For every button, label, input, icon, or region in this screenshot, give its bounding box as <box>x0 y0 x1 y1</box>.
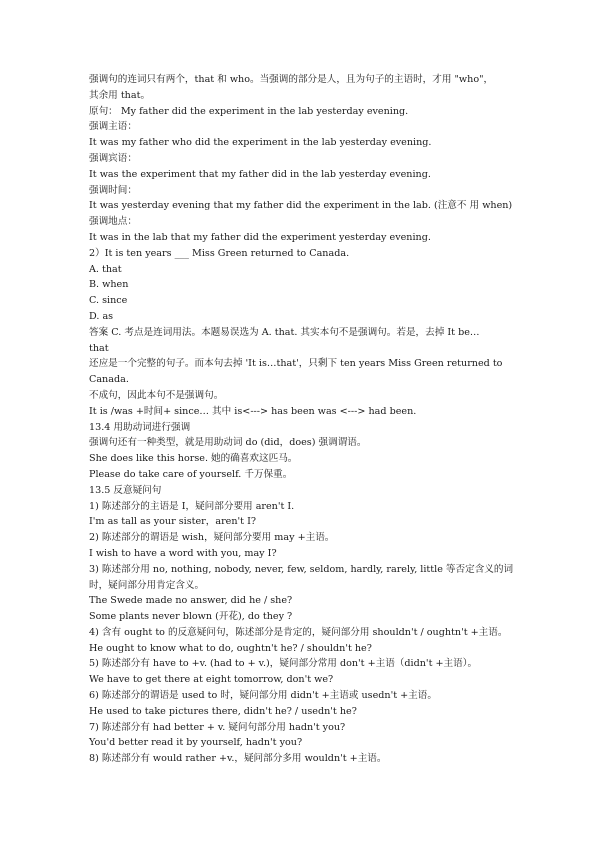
text-line: 答案 C. 考点是连词用法。本题易误选为 A. that. 其实本句不是强调句。若是，去掉 It be… <box>89 326 480 338</box>
text-line: 强调主语： <box>89 121 137 133</box>
text-line: She does like this horse. 她的确喜欢这匹马。 <box>89 453 298 465</box>
text-line: 6) 陈述部分的谓语是 used to 时，疑问部分用 didn't +主语或 usedn't +主语。 <box>89 690 437 702</box>
text-line: Some plants never blown (开花), do they ? <box>89 611 293 623</box>
text-line: Please do take care of yourself. 千万保重。 <box>89 468 293 480</box>
text-line: 时，疑问部分用肯定含义。 <box>89 579 205 591</box>
text-line: Canada. <box>89 374 129 386</box>
text-line: C. since <box>89 295 128 307</box>
text-line: 13.4 用助动词进行强调 <box>89 421 191 433</box>
text-line: A. that <box>89 263 122 275</box>
text-line: It was my father who did the experiment in the lab yesterday evening. <box>89 137 432 149</box>
text-line: The Swede made no answer, did he / she? <box>89 595 293 607</box>
text-line: 强调句还有一种类型，就是用助动词 do (did，does) 强调谓语。 <box>89 437 367 449</box>
text-line: D. as <box>89 310 114 322</box>
text-line: I'm as tall as your sister，aren't I? <box>89 516 256 528</box>
text-line: 还应是一个完整的句子。而本句去掉 'It is…that'，只剩下 ten years Miss Green returned to <box>89 358 503 370</box>
text-line: 8) 陈述部分有 would rather +v.，疑问部分多用 wouldn't +主语。 <box>89 753 387 765</box>
text-line: It was the experiment that my father did in the lab yesterday evening. <box>89 168 431 180</box>
text-line: 其余用 that。 <box>89 89 151 101</box>
text-line: It was in the lab that my father did the experiment yesterday evening. <box>89 231 431 243</box>
text-line: 1) 陈述部分的主语是 I，疑问部分要用 aren't I. <box>89 500 295 512</box>
text-line: 强调句的连词只有两个，that 和 who。当强调的部分是人，且为句子的主语时，才用 "who"， <box>89 74 494 85</box>
text-line: 13.5 反意疑问句 <box>89 484 162 496</box>
text-line: I wish to have a word with you, may I? <box>89 547 277 559</box>
text-line: 强调时间： <box>89 184 137 196</box>
text-line: It was yesterday evening that my father did the experiment in the lab. (注意不 用 when) <box>89 200 513 212</box>
text-line: 不成句，因此本句不是强调句。 <box>89 389 224 401</box>
text-line: You'd better read it by yourself, hadn't you? <box>89 737 303 749</box>
text-line: 强调地点： <box>89 216 137 228</box>
text-line: B. when <box>89 279 129 291</box>
text-line: 3) 陈述部分用 no, nothing, nobody, never, few, seldom, hardly, rarely, little 等否定含义的词 <box>89 563 514 575</box>
text-line: that <box>89 342 109 354</box>
text-line: 2）It is ten years ___ Miss Green returned to Canada. <box>89 247 350 259</box>
text-line: 7) 陈述部分有 had better + v. 疑问句部分用 hadn't you? <box>89 721 346 733</box>
text-line: He used to take pictures there, didn't he? / usedn't he? <box>89 705 357 717</box>
text-line: He ought to know what to do, oughtn't he? / shouldn't he? <box>89 642 372 654</box>
text-line: 4) 含有 ought to 的反意疑问句，陈述部分是肯定的，疑问部分用 shouldn't / oughtn't +主语。 <box>89 626 508 638</box>
text-line: 原句： My father did the experiment in the lab yesterday evening. <box>89 105 409 117</box>
text-line: 强调宾语： <box>89 152 137 164</box>
text-line: We have to get there at eight tomorrow, don't we? <box>89 674 334 686</box>
text-line: 2) 陈述部分的谓语是 wish，疑问部分要用 may +主语。 <box>89 532 335 544</box>
text-line: 5) 陈述部分有 have to +v. (had to + v.)，疑问部分常用 don't +主语（didn't +主语）。 <box>89 658 478 670</box>
text-line: It is /was +时间+ since… 其中 is<---> has been was <---> had been. <box>89 405 417 417</box>
document-body <box>89 72 514 767</box>
